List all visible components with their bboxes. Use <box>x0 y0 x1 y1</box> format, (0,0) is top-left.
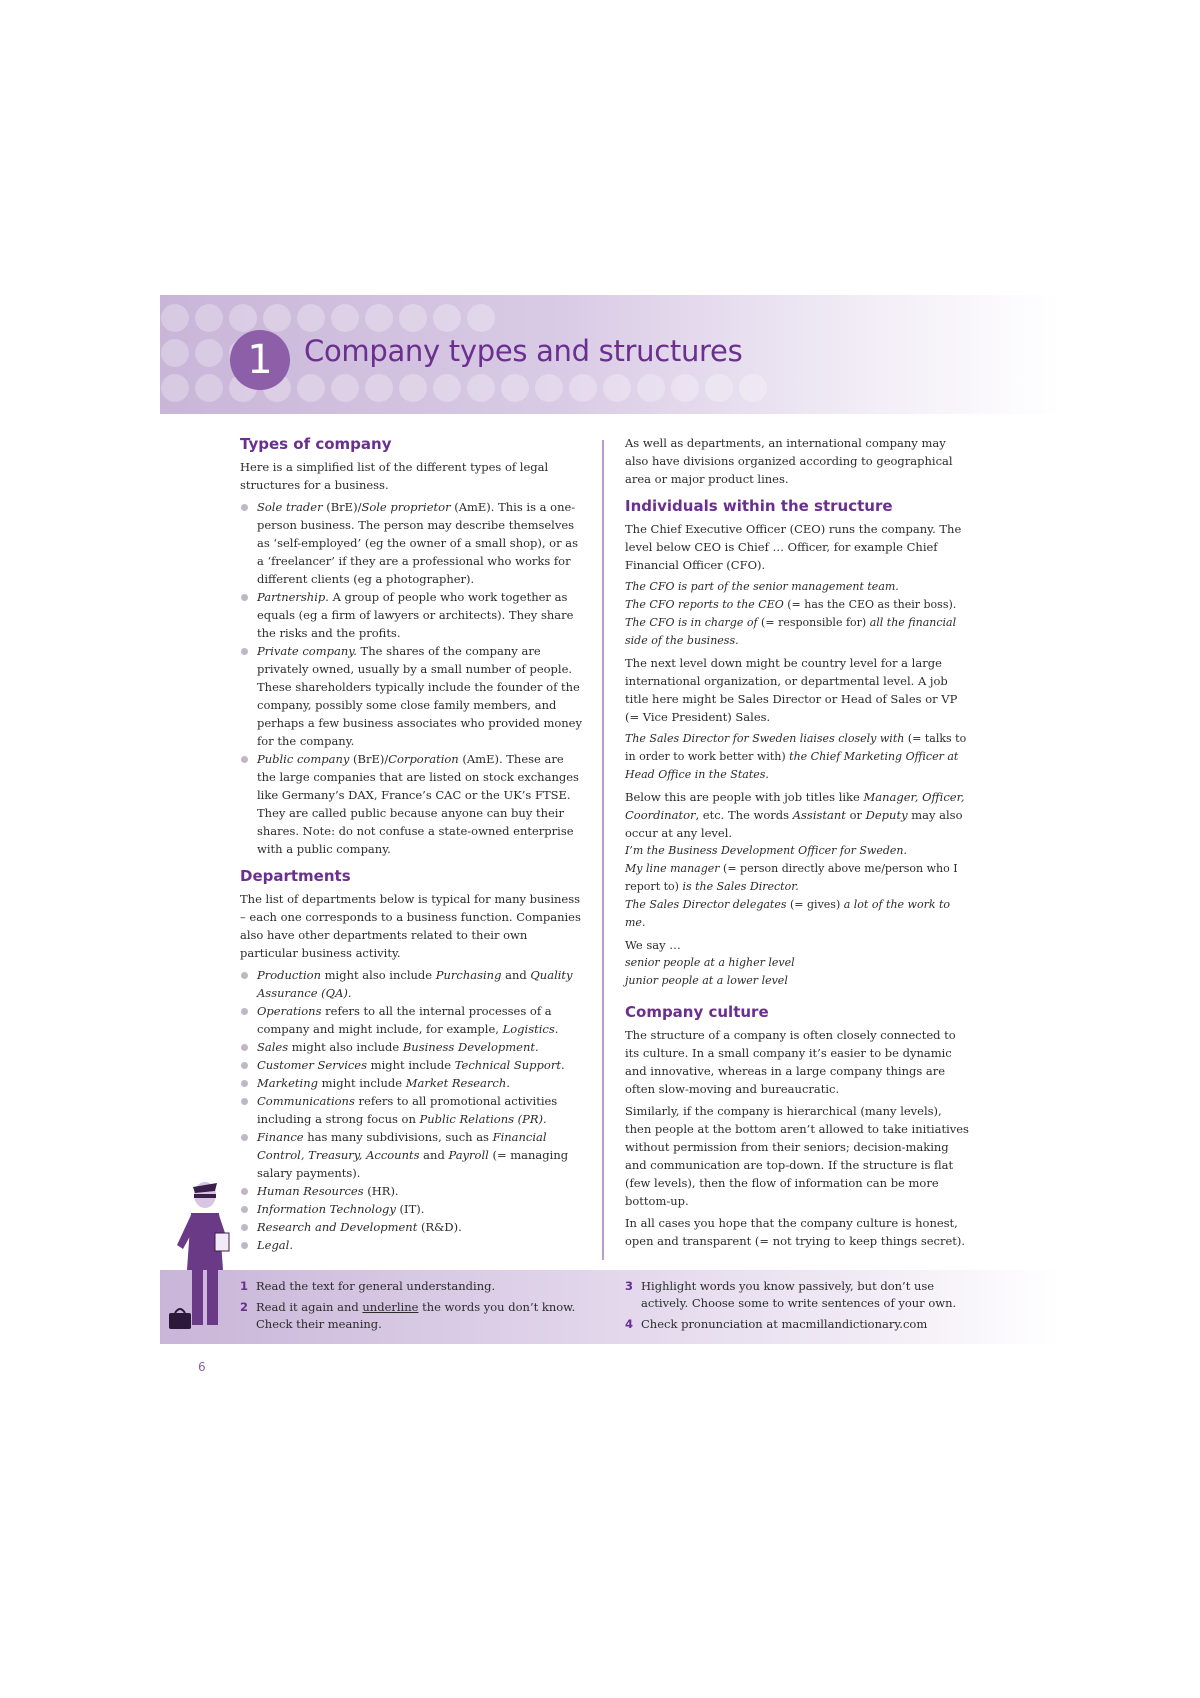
tasks-left <box>240 1278 585 1337</box>
individuals-heading: Individuals within the structure <box>625 497 893 515</box>
individuals-p3: Below this are people with job titles like Manager, Officer, Coordinator, etc. The words Assistant or Deputy may also occur at any level. <box>625 790 965 840</box>
task-item: 4 Check pronunciation at macmillandictionary.com <box>625 1317 928 1331</box>
list-item: Legal. <box>240 1236 585 1254</box>
list-item: Marketing might include Market Research. <box>240 1074 585 1092</box>
chapter-title: Company types and structures <box>304 334 743 368</box>
types-intro: Here is a simplified list of the different types of legal structures for a business. <box>240 460 549 492</box>
individuals-p2: The next level down might be country level for a large international organization, or departmental level. A job title here might be Sales Director or Head of Sales or VP (= Vice President) Sales. <box>625 656 958 724</box>
list-item: Sole trader (BrE)/Sole proprietor (AmE). This is a one-person business. The person may describe themselves as ‘self-employed’ (eg the owner of a small shop), or as a ‘freelancer’ if they are a professional who works for different clients (eg a photographer). <box>240 498 585 588</box>
we-say: We say … <box>625 938 681 952</box>
divisions-intro: As well as departments, an international company may also have divisions organized according to geographical area or major product lines. <box>625 436 953 486</box>
culture-p3: In all cases you hope that the company culture is honest, open and transparent (= not trying to keep things secret). <box>625 1216 966 1248</box>
example-sentence: The CFO reports to the CEO (= has the CEO as their boss). <box>625 598 957 611</box>
list-item: Sales might also include Business Development. <box>240 1038 585 1056</box>
example-sentence: The CFO is in charge of (= responsible for) all the financial side of the business. <box>625 616 957 647</box>
example-sentence: The Sales Director delegates (= gives) a lot of the work to me. <box>625 898 951 929</box>
column-divider <box>602 440 604 1260</box>
types-list <box>240 498 585 858</box>
departments-list <box>240 966 585 1254</box>
list-item: Partnership. A group of people who work together as equals (eg a firm of lawyers or architects). They share the risks and the profits. <box>240 588 585 642</box>
culture-p1: The structure of a company is often closely connected to its culture. In a small company it’s easier to be dynamic and innovative, whereas in a large company things are often slow-moving and bureaucratic. <box>625 1028 956 1096</box>
list-item: Production might also include Purchasing and Quality Assurance (QA). <box>240 966 585 1002</box>
types-heading: Types of company <box>240 435 392 453</box>
example-sentence: The CFO is part of the senior management team. <box>625 580 899 593</box>
businessman-illustration <box>165 1175 250 1335</box>
list-item: Research and Development (R&D). <box>240 1218 585 1236</box>
example-sentence: I’m the Business Development Officer for Sweden. <box>625 844 907 857</box>
individuals-p1: The Chief Executive Officer (CEO) runs the company. The level below CEO is Chief … Officer, for example Chief Financial Officer (CFO). <box>625 522 962 572</box>
culture-p2: Similarly, if the company is hierarchical (many levels), then people at the bottom aren’t allowed to take initiatives without permission from their seniors; decision-making and communication are top-down. If the structure is flat (few levels), then the flow of information can be more bottom-up. <box>625 1104 969 1208</box>
task-item: 3 Highlight words you know passively, but don’t use actively. Choose some to write sentences of your own. <box>625 1279 957 1310</box>
chapter-number: 1 <box>230 330 290 390</box>
list-item: Finance has many subdivisions, such as Financial Control, Treasury, Accounts and Payroll (= managing salary payments). <box>240 1128 585 1182</box>
example-sentence: The Sales Director for Sweden liaises closely with (= talks to in order to work better with) the Chief Marketing Officer at Head Office in the States. <box>625 732 967 781</box>
culture-heading: Company culture <box>625 1003 769 1021</box>
task-item: 2 Read it again and underline the words you don’t know. Check their meaning. <box>240 1300 576 1331</box>
example-sentence: senior people at a higher level <box>625 956 795 969</box>
example-sentence: junior people at a lower level <box>625 974 788 987</box>
list-item: Private company. The shares of the company are privately owned, usually by a small number of people. These shareholders typically include the founder of the company, possibly some close family members, and perhaps a few business associates who provided money for the company. <box>240 642 585 750</box>
list-item: Customer Services might include Technical Support. <box>240 1056 585 1074</box>
list-item: Human Resources (HR). <box>240 1182 585 1200</box>
task-item: 1 Read the text for general understanding. <box>240 1279 496 1293</box>
list-item: Communications refers to all promotional activities including a strong focus on Public Relations (PR). <box>240 1092 585 1128</box>
page-number: 6 <box>198 1360 206 1374</box>
list-item: Public company (BrE)/Corporation (AmE). These are the large companies that are listed on stock exchanges like Germany’s DAX, France’s CAC or the UK’s FTSE. They are called public because anyone can buy their shares. Note: do not confuse a state-owned enterprise with a public company. <box>240 750 585 858</box>
list-item: Operations refers to all the internal processes of a company and might include, for example, Logistics. <box>240 1002 585 1038</box>
right-column <box>625 434 970 1254</box>
departments-heading: Departments <box>240 867 351 885</box>
departments-intro: The list of departments below is typical for many business – each one corresponds to a business function. Companies also have other departments related to their own particular business activity. <box>240 892 581 960</box>
example-sentence: My line manager (= person directly above me/person who I report to) is the Sales Director. <box>625 862 958 893</box>
left-column <box>240 434 585 1260</box>
tasks-right <box>625 1278 970 1337</box>
list-item: Information Technology (IT). <box>240 1200 585 1218</box>
